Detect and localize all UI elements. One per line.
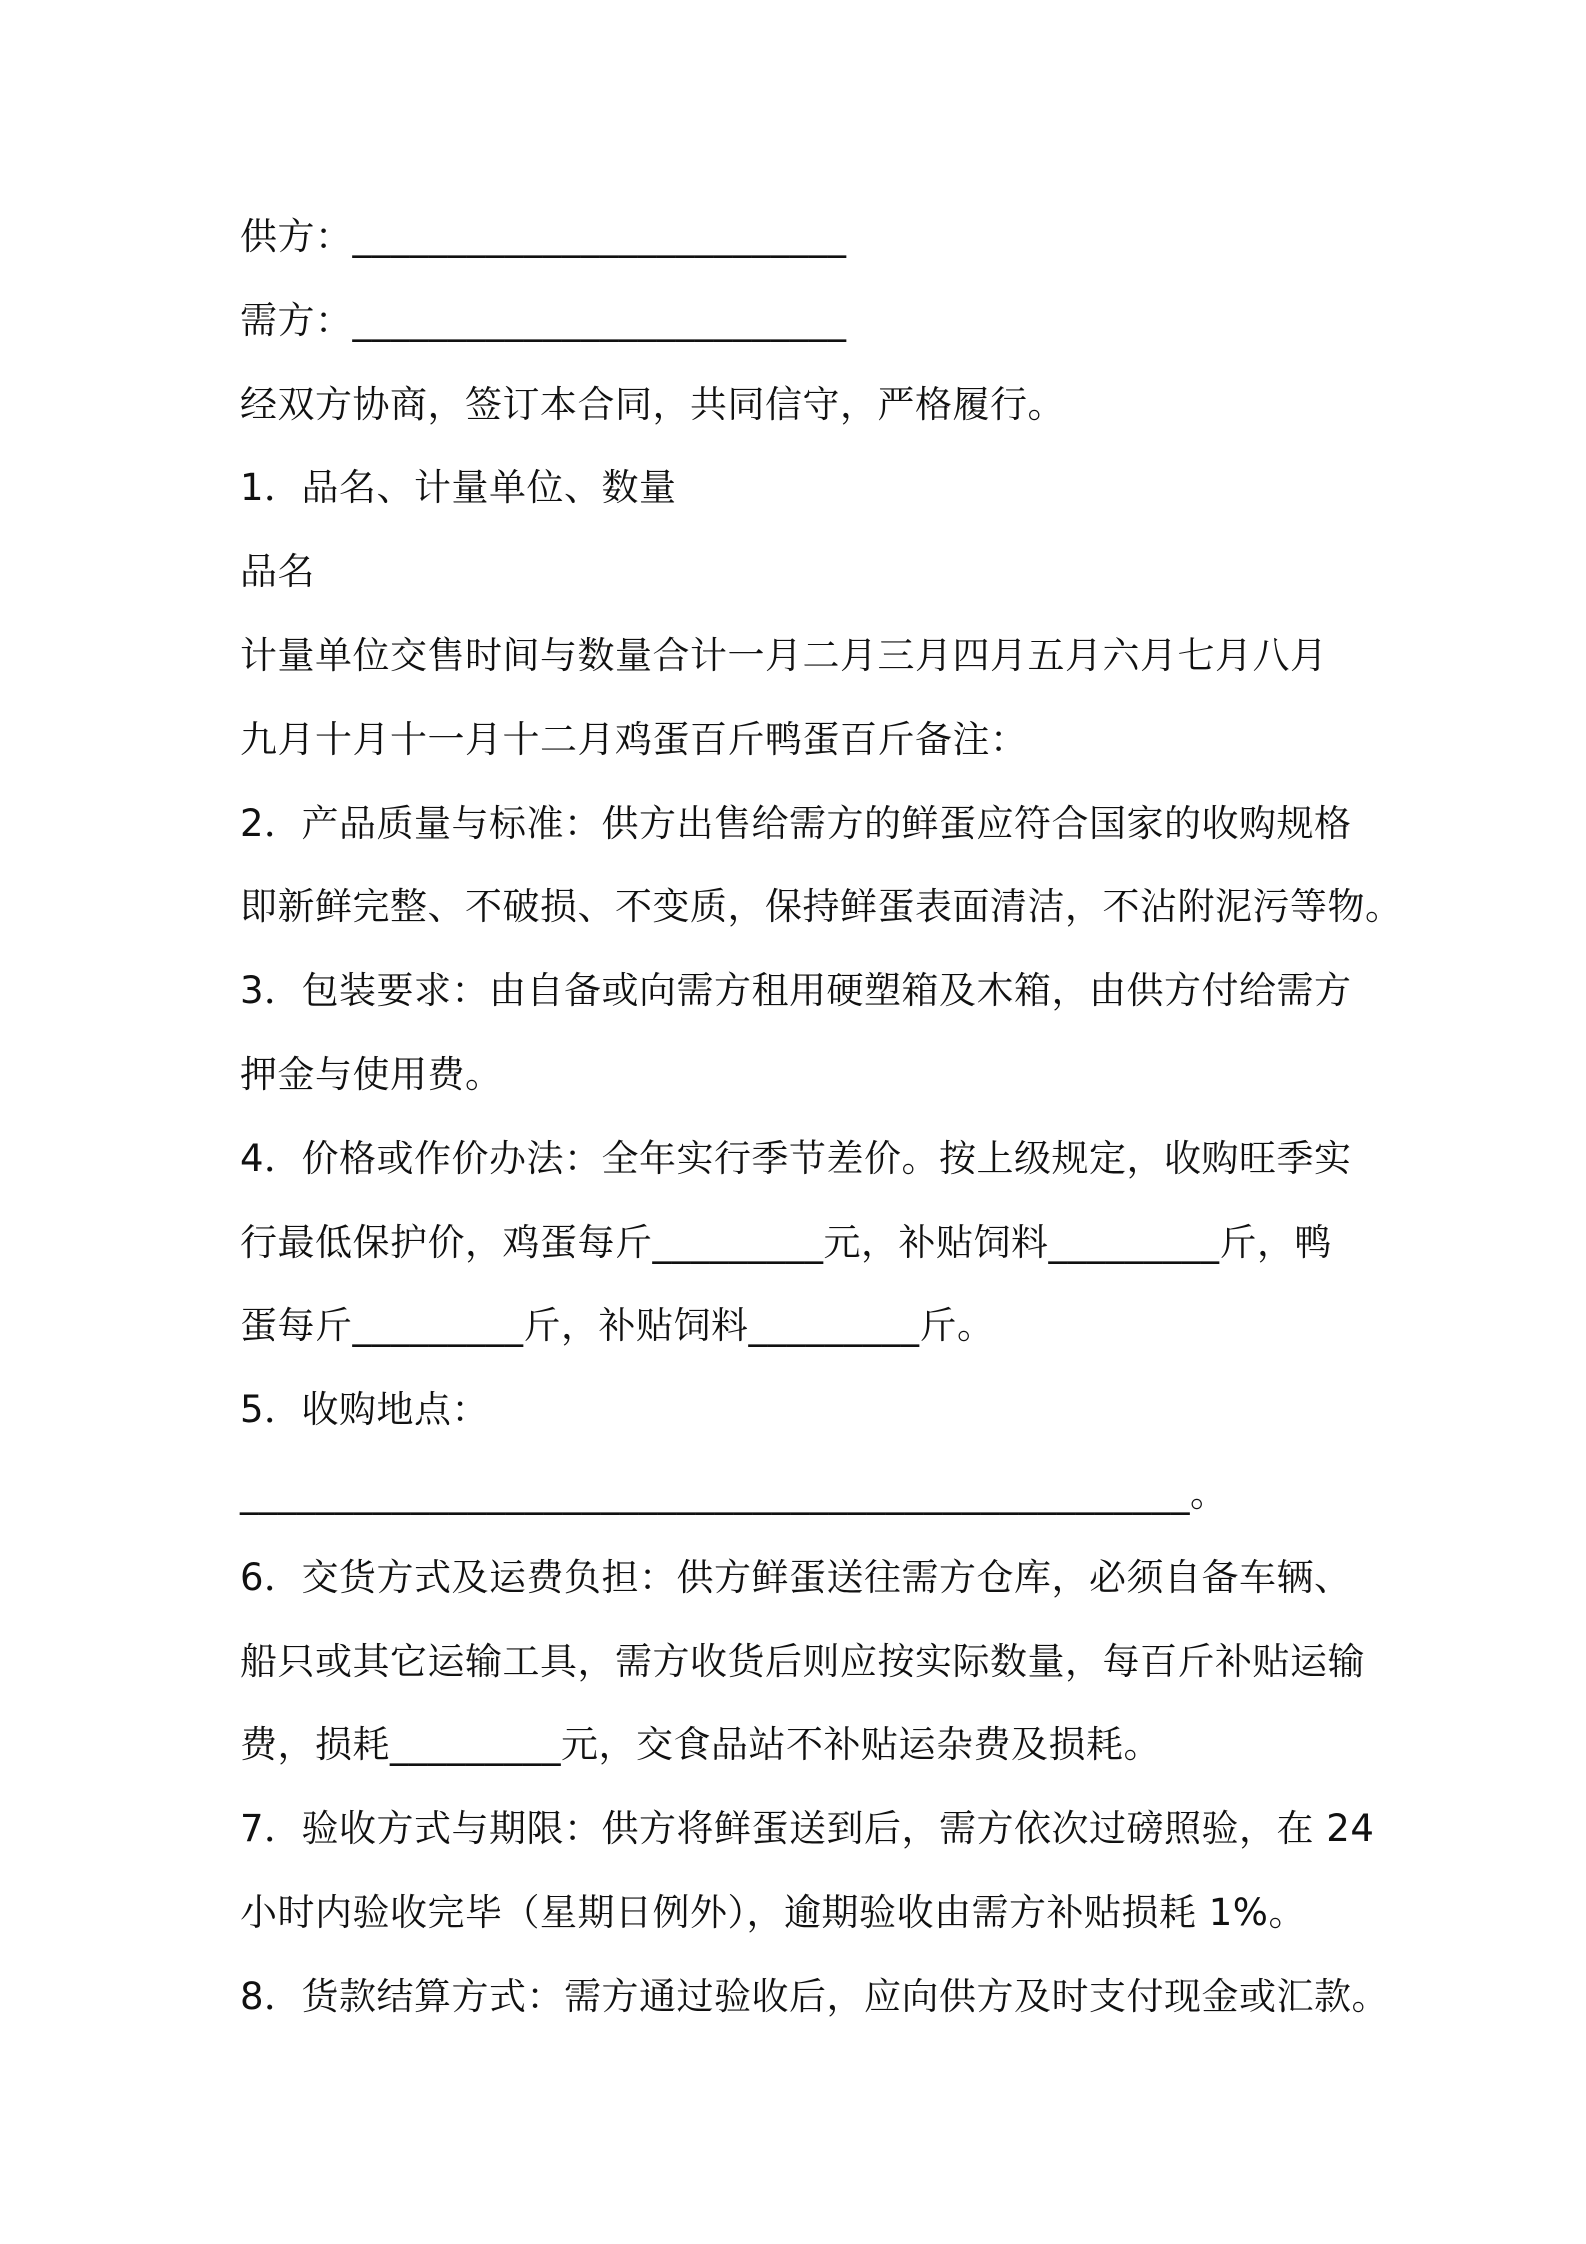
clause-6-line-2: 船只或其它运输工具，需方收货后则应按实际数量，每百斤补贴运输: [240, 1639, 1365, 1683]
contract-body: [240, 195, 1403, 2039]
clause-4-line-1: 4．价格或作价办法：全年实行季节差价。按上级规定，收购旺季实: [240, 1136, 1352, 1180]
clause-1-heading: 1．品名、计量单位、数量: [240, 466, 677, 510]
clause-7-line-2: 小时内验收完毕（星期日例外），逾期验收由需方补贴损耗 1%。: [240, 1890, 1306, 1934]
clause-2-line-2: 即新鲜完整、不破损、不变质，保持鲜蛋表面清洁，不沾附泥污等物。: [240, 885, 1403, 929]
clause-2-line-1: 2．产品质量与标准：供方出售给需方的鲜蛋应符合国家的收购规格: [240, 801, 1352, 845]
clause-3-line-2: 押金与使用费。: [240, 1052, 503, 1096]
clause-8-line-1: 8．货款结算方式：需方通过验收后，应向供方及时支付现金或汇款。: [240, 1974, 1390, 2018]
product-name-label: 品名: [240, 550, 315, 594]
clause-4-line-3: 蛋每斤_________斤，补贴饲料_________斤。: [240, 1304, 995, 1348]
clause-6-line-3: 费，损耗_________元，交食品站不补贴运杂费及损耗。: [240, 1723, 1161, 1767]
preamble-line: 经双方协商，签订本合同，共同信守，严格履行。: [240, 382, 1065, 426]
supplier-line: 供方：__________________________: [240, 215, 847, 258]
clause-7-line-1: 7．验收方式与期限：供方将鲜蛋送到后，需方依次过磅照验，在 24: [240, 1807, 1375, 1851]
clause-5-heading: 5．收购地点：: [240, 1388, 490, 1432]
buyer-line: 需方：__________________________: [240, 298, 847, 342]
quantity-table-header-line-1: 计量单位交售时间与数量合计一月二月三月四月五月六月七月八月: [240, 633, 1328, 677]
clause-5-blank-line: __________________________________________________。: [240, 1471, 1228, 1515]
clause-4-line-2: 行最低保护价，鸡蛋每斤_________元，补贴饲料_________斤，鸭: [240, 1220, 1332, 1264]
clause-3-line-1: 3．包装要求：由自备或向需方租用硬塑箱及木箱，由供方付给需方: [240, 969, 1352, 1013]
clause-6-line-1: 6．交货方式及运费负担：供方鲜蛋送往需方仓库，必须自备车辆、: [240, 1555, 1352, 1599]
quantity-table-header-line-2: 九月十月十一月十二月鸡蛋百斤鸭蛋百斤备注：: [240, 717, 1028, 761]
